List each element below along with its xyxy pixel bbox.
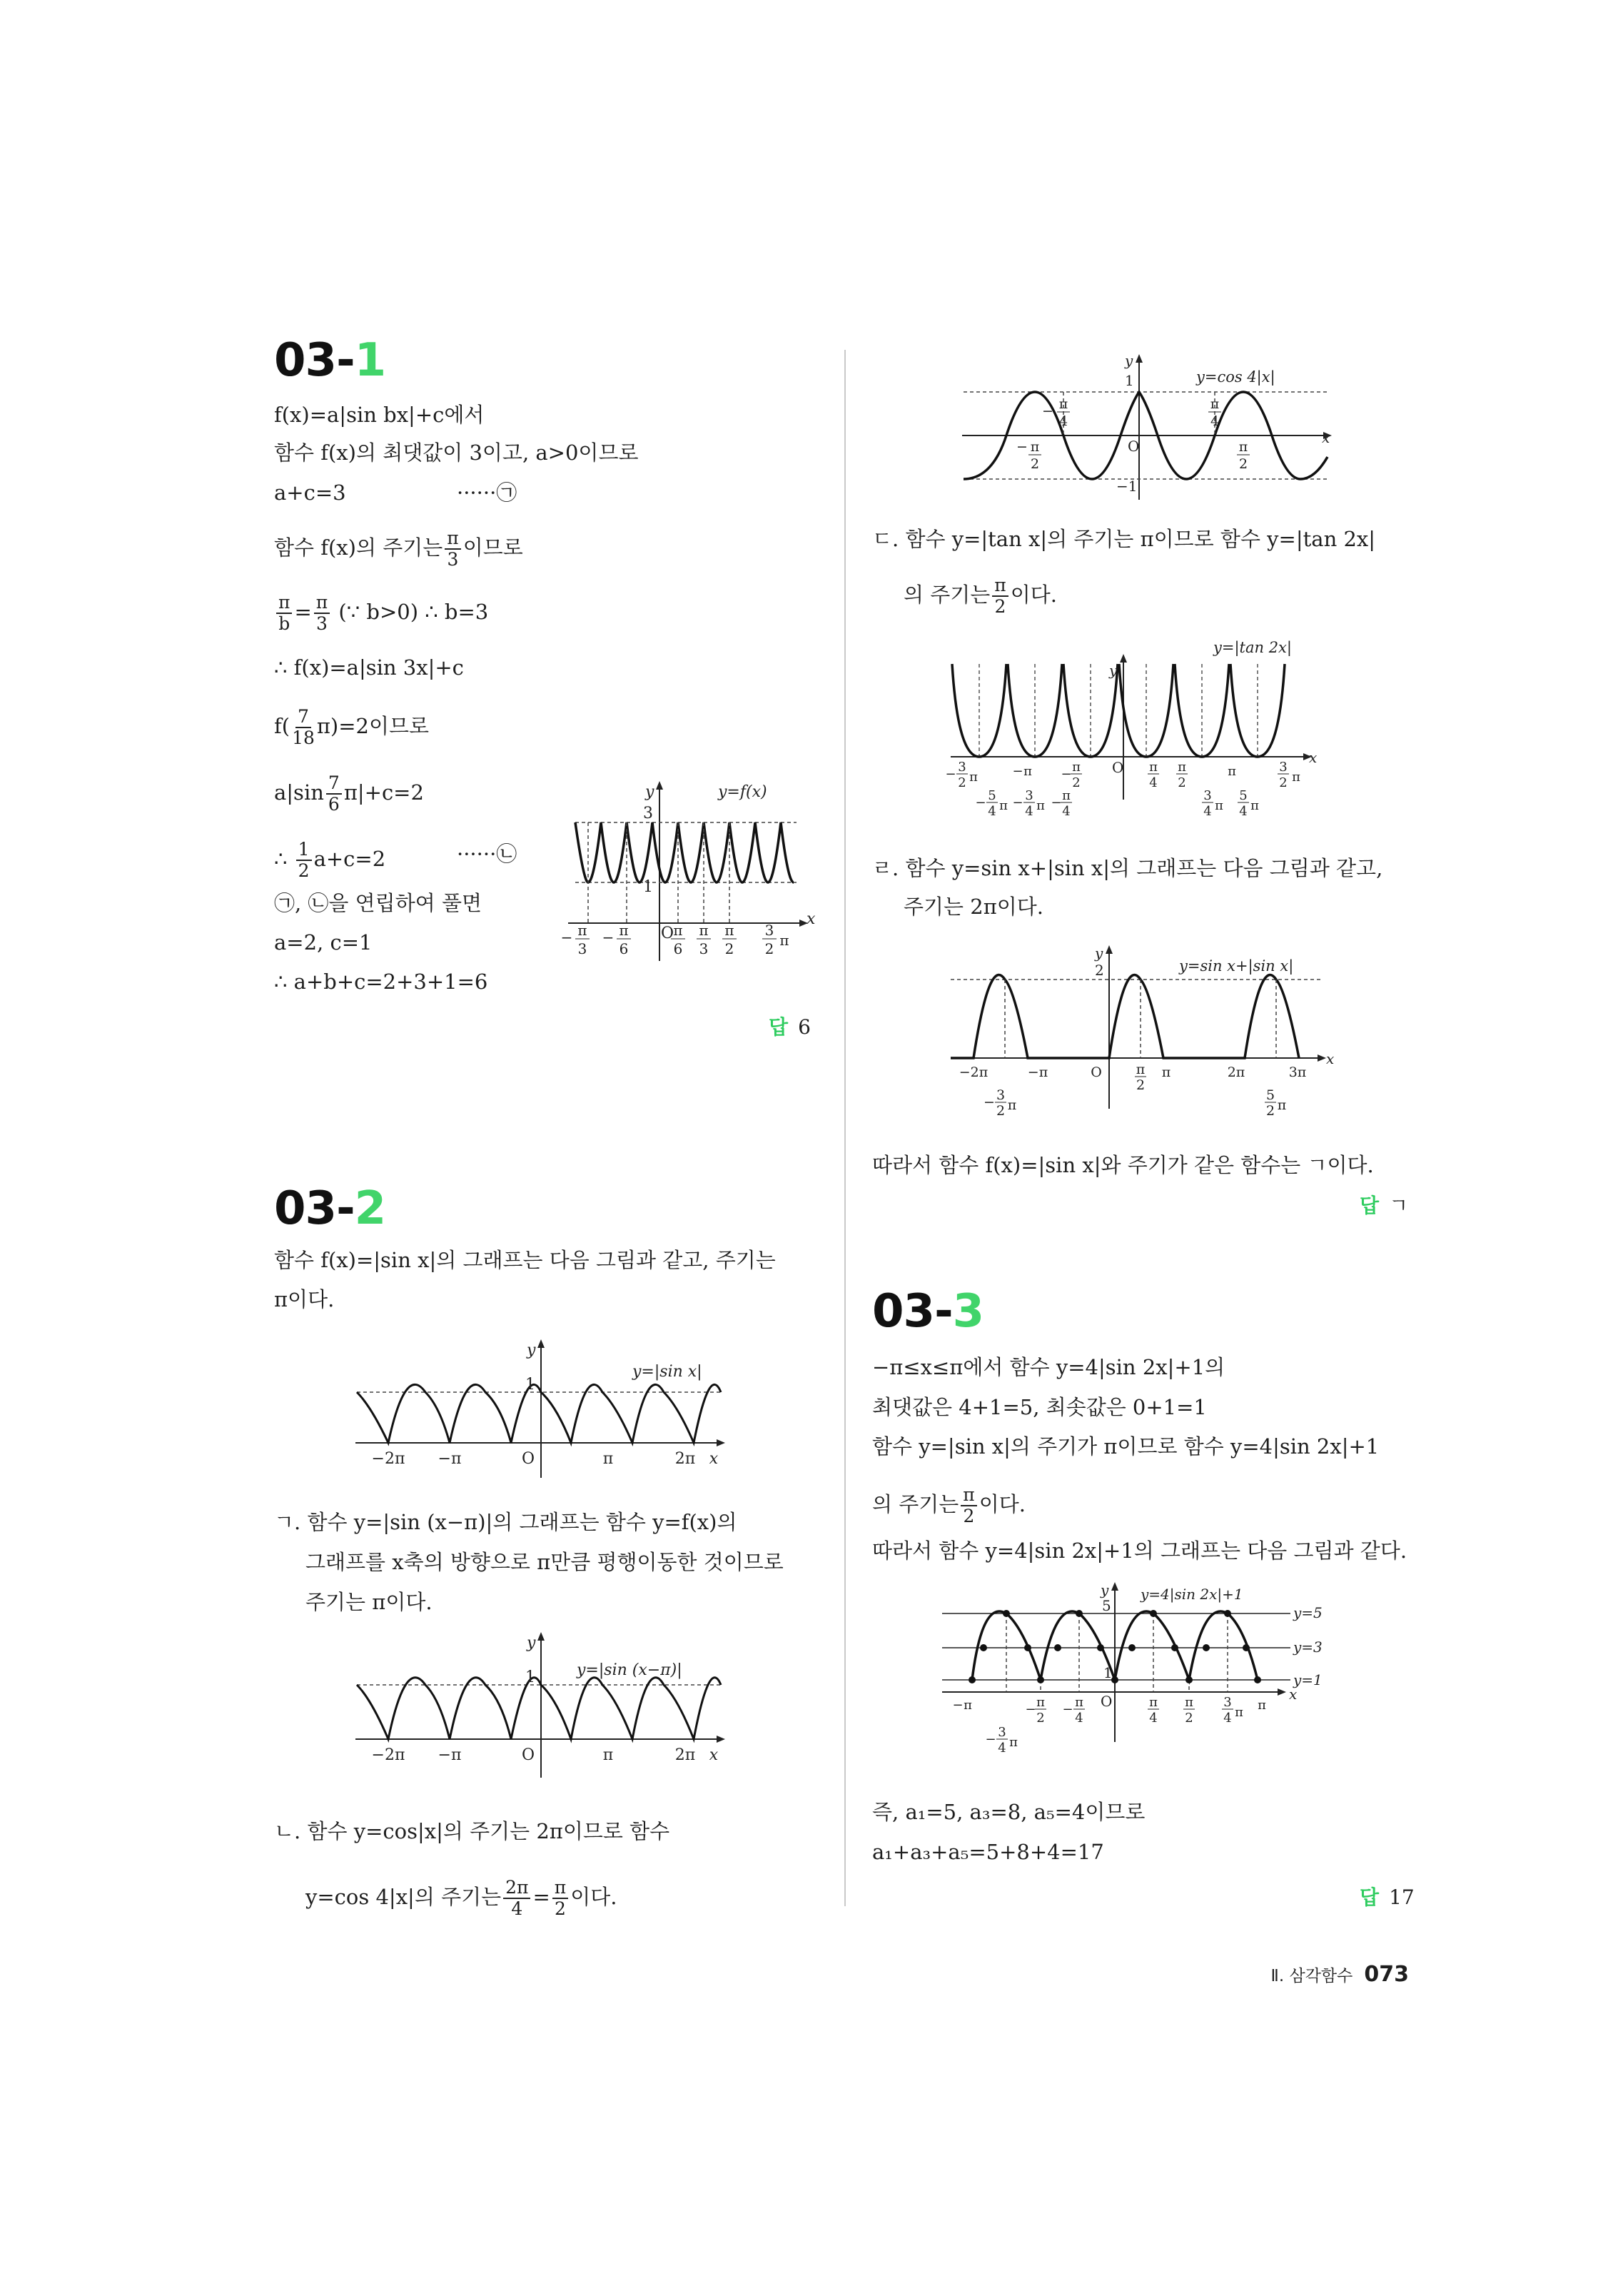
tick-label: π: [619, 922, 629, 939]
tick-label: −: [602, 929, 615, 946]
solution-line: ∴ $\frac{1}{2}$ a+c=2: [274, 839, 386, 881]
graph-f-x: [561, 775, 818, 968]
graph-abs-tan-2x: [944, 635, 1357, 835]
tick-label: 2: [1095, 962, 1104, 979]
tick-label: π: [699, 922, 709, 939]
solution-line: f(x)=a|sin bx|+c에서: [274, 403, 485, 427]
problem-number: 03-3: [872, 1285, 984, 1338]
tick-label: 3: [998, 1725, 1006, 1740]
tick-label: −1: [1116, 478, 1138, 495]
origin-label: O: [1091, 1064, 1102, 1080]
option-line: ㄷ. 함수 y=|tan x|의 주기는 π이므로 함수 y=|tan 2x|: [872, 527, 1376, 551]
solution-line: a|sin $\frac{7}{6}$ π|+c=2: [274, 772, 424, 815]
solution-line: 함수 y=|sin x|의 주기가 π이므로 함수 y=4|sin 2x|+1: [872, 1434, 1380, 1459]
tick-label: 4: [1025, 804, 1033, 819]
equation-tag: ······㉡: [457, 842, 517, 866]
problem-number: 03-1: [274, 334, 386, 387]
tick-label: 4: [1149, 1711, 1158, 1726]
solution-line: f( $\frac{7}{18}$ π)=2이므로: [274, 706, 430, 748]
origin-label: O: [521, 1450, 535, 1468]
graph-4-abs-sin-2x-plus-1: [939, 1578, 1353, 1763]
tick-label: 3: [1203, 788, 1212, 803]
tick-label: 4: [1203, 804, 1212, 819]
tick-label: π: [1210, 396, 1220, 412]
tick-label: 2π: [674, 1746, 696, 1764]
tick-label: 2: [724, 940, 734, 957]
solution-line: 함수 f(x)=|sin x|의 그래프는 다음 그림과 같고, 주기는: [274, 1248, 776, 1272]
tick-label: π: [1215, 798, 1223, 813]
tick-label: π: [1007, 1097, 1017, 1113]
option-line: 의 주기는 $\frac{\pi}{2}$ 이다.: [904, 575, 1057, 617]
tick-label: 2: [1279, 775, 1288, 790]
tick-label: −: [1016, 439, 1028, 455]
tick-label: 4: [1149, 775, 1158, 790]
tick-label: −: [1062, 1702, 1073, 1717]
tick-label: 3: [577, 940, 587, 957]
tick-label: π: [964, 1698, 972, 1713]
axis-label-x: x: [1289, 1686, 1298, 1703]
solution-line: 따라서 함수 y=4|sin 2x|+1의 그래프는 다음 그림과 같다.: [872, 1539, 1407, 1563]
solution-line: 함수 f(x)의 주기는 $\frac{\pi}{3}$ 이므로: [274, 528, 523, 570]
tick-label: π: [1036, 798, 1045, 813]
tick-label: 1: [643, 878, 653, 896]
tick-label: 3: [764, 922, 774, 939]
axis-label-y: y: [645, 783, 654, 801]
tick-label: π: [1228, 764, 1236, 779]
tick-label: π: [1009, 1735, 1018, 1750]
origin-label: O: [1128, 438, 1140, 455]
axis-label-y: y: [527, 1634, 536, 1652]
option-line: ㄴ. 함수 y=cos|x|의 주기는 2π이므로 함수: [274, 1819, 670, 1843]
axis-label-y: y: [1095, 945, 1103, 962]
tick-label: −: [1012, 795, 1023, 810]
solution-line: a+c=3: [274, 480, 346, 505]
tick-label: −: [985, 1732, 996, 1747]
tick-label: −2π: [959, 1064, 989, 1080]
solution-line: 최댓값은 4+1=5, 최솟값은 0+1=1: [872, 1395, 1207, 1419]
graph-cos-4-abs-x: [956, 350, 1342, 507]
curve-label: y=cos 4|x|: [1196, 368, 1275, 386]
tick-label: 3π: [1288, 1064, 1307, 1080]
tick-label: 5: [1265, 1087, 1275, 1103]
tick-label: π: [602, 1450, 614, 1468]
tick-label: π: [1235, 1705, 1243, 1720]
tick-label: 1: [525, 1376, 535, 1394]
tick-label: 5: [1239, 788, 1248, 803]
tick-label: π: [1238, 439, 1248, 455]
tick-label: −: [945, 767, 956, 782]
tick-label: 3: [958, 760, 966, 775]
axis-label-y: y: [1101, 1581, 1109, 1598]
solution-line: π이다.: [274, 1287, 335, 1311]
solution-line: 함수 f(x)의 최댓값이 3이고, a>0이므로: [274, 440, 639, 465]
axis-label-x: x: [1309, 749, 1318, 766]
tick-label: 4: [1075, 1711, 1083, 1726]
tick-label: 1: [1103, 1664, 1113, 1681]
tick-label: 4: [1210, 413, 1220, 429]
tick-label: 4: [1223, 1711, 1232, 1726]
axis-label-y: y: [1125, 352, 1133, 369]
column-divider: [844, 350, 846, 1906]
axis-label-x: x: [1326, 1050, 1335, 1067]
tick-label: π: [1036, 1695, 1045, 1710]
tick-label: 3: [996, 1087, 1006, 1103]
line-label: y=5: [1293, 1604, 1323, 1621]
tick-label: 4: [1239, 804, 1248, 819]
tick-label: 2: [996, 1103, 1006, 1119]
tick-label: π: [1277, 1097, 1287, 1113]
chapter-label: Ⅱ. 삼각함수: [1270, 1967, 1353, 1985]
option-line: 그래프를 x축의 방향으로 π만큼 평행이동한 것이므로: [305, 1550, 784, 1574]
axis-label-x: x: [1322, 429, 1330, 446]
line-label: y=1: [1293, 1671, 1323, 1688]
axis-label-x: x: [807, 910, 816, 928]
axis-label-x: x: [709, 1450, 719, 1468]
tick-label: 6: [673, 940, 683, 957]
tick-label: π: [1072, 760, 1081, 775]
tick-label: π: [1185, 1695, 1193, 1710]
tick-label: −: [952, 1698, 964, 1713]
curve-label: y=|sin x|: [632, 1363, 702, 1381]
option-line: ㄱ. 함수 y=|sin (x−π)|의 그래프는 함수 y=f(x)의: [274, 1510, 737, 1534]
tick-label: −: [1025, 1702, 1036, 1717]
tick-label: π: [1178, 760, 1186, 775]
tick-label: π: [1292, 770, 1300, 785]
tick-label: 6: [619, 940, 629, 957]
problem-number: 03-2: [274, 1182, 386, 1235]
graph-abs-sin-x: [350, 1335, 735, 1485]
tick-label: π: [779, 932, 789, 949]
solution-line: ㉠, ㉡을 연립하여 풀면: [274, 891, 482, 915]
tick-label: −π: [438, 1746, 462, 1764]
tick-label: 2: [1265, 1103, 1275, 1119]
tick-label: −: [1061, 767, 1072, 782]
tick-label: 3: [1223, 1695, 1232, 1710]
tick-label: π: [1161, 1064, 1171, 1080]
answer: 답 6: [769, 1015, 811, 1039]
tick-label: 3: [1025, 788, 1033, 803]
curve-label: y=f(x): [718, 783, 767, 801]
tick-label: 3: [699, 940, 709, 957]
tick-label: 1: [1125, 372, 1134, 389]
tick-label: 5: [1102, 1597, 1111, 1614]
solution-line: a=2, c=1: [274, 930, 373, 955]
curve-label: y=sin x+|sin x|: [1179, 957, 1294, 975]
tick-label: 2: [1030, 456, 1040, 472]
tick-label: π: [1075, 1695, 1083, 1710]
tick-label: 2: [1136, 1077, 1146, 1093]
solution-line: 의 주기는 $\frac{\pi}{2}$ 이다.: [872, 1484, 1026, 1526]
graph-abs-sin-shift: [350, 1628, 735, 1785]
tick-label: π: [1023, 764, 1032, 779]
tick-label: 2: [1185, 1711, 1193, 1726]
tick-label: π: [1149, 760, 1158, 775]
tick-label: 3: [643, 805, 653, 822]
tick-label: π: [1062, 788, 1071, 803]
tick-label: 2π: [674, 1450, 696, 1468]
conclusion-line: 따라서 함수 f(x)=|sin x|와 주기가 같은 함수는 ㄱ이다.: [872, 1153, 1374, 1177]
tick-label: π: [602, 1746, 614, 1764]
solution-line: $\frac{\pi}{b}$ = $\frac{\pi}{3}$ (∵ b>0) ∴ b=3: [274, 593, 488, 634]
tick-label: π: [1136, 1062, 1146, 1077]
option-line: 주기는 2π이다.: [904, 895, 1044, 919]
answer: 답 ㄱ: [1360, 1194, 1409, 1217]
tick-label: 4: [998, 1741, 1006, 1756]
solution-line: −π≤x≤π에서 함수 y=4|sin 2x|+1의: [872, 1355, 1225, 1379]
tick-label: π: [673, 922, 683, 939]
curve-label: y=|sin (x−π)|: [577, 1661, 682, 1679]
tick-label: −: [1051, 795, 1062, 810]
equation-tag: ······㉠: [457, 480, 517, 505]
origin-label: O: [1112, 759, 1124, 776]
axis-label-x: x: [709, 1746, 719, 1764]
tick-label: −π: [1027, 1064, 1048, 1080]
tick-label: −π: [438, 1450, 462, 1468]
tick-label: 2: [764, 940, 774, 957]
tick-label: −: [1012, 764, 1023, 779]
tick-label: π: [577, 922, 587, 939]
tick-label: π: [999, 798, 1008, 813]
solution-line: 즉, a₁=5, a₃=8, a₅=4이므로: [872, 1800, 1146, 1824]
tick-label: 4: [988, 804, 996, 819]
answer: 답 17: [1360, 1885, 1415, 1909]
axis-label-y: y: [1109, 662, 1118, 679]
tick-label: 2: [958, 775, 966, 790]
tick-label: π: [1258, 1698, 1266, 1713]
tick-label: 2: [1072, 775, 1081, 790]
tick-label: π: [1149, 1695, 1158, 1710]
tick-label: −: [561, 929, 573, 946]
tick-label: 2: [1178, 775, 1186, 790]
tick-label: 2: [1238, 456, 1248, 472]
origin-label: O: [1101, 1693, 1113, 1710]
tick-label: 2π: [1227, 1064, 1245, 1080]
page-footer: [1271, 1962, 1409, 1987]
tick-label: 1: [525, 1668, 535, 1686]
option-line: ㄹ. 함수 y=sin x+|sin x|의 그래프는 다음 그림과 같고,: [872, 856, 1383, 880]
tick-label: 4: [1062, 804, 1071, 819]
graph-sin-plus-abs-sin: [944, 941, 1343, 1127]
solution-line: ∴ f(x)=a|sin 3x|+c: [274, 655, 464, 680]
solution-line: a₁+a₃+a₅=5+8+4=17: [872, 1840, 1104, 1864]
solution-line: ∴ a+b+c=2+3+1=6: [274, 970, 488, 994]
tick-label: −: [975, 795, 986, 810]
tick-label: π: [1250, 798, 1259, 813]
curve-label: y=4|sin 2x|+1: [1141, 1586, 1243, 1603]
tick-label: −2π: [371, 1746, 405, 1764]
tick-label: 5: [988, 788, 996, 803]
option-line: y=cos 4|x|의 주기는 $\frac{2\pi}{4}$ = $\frac{\pi}{2}$ 이다.: [305, 1877, 617, 1919]
origin-label: O: [521, 1746, 535, 1764]
line-label: y=3: [1293, 1638, 1323, 1656]
option-line: 주기는 π이다.: [305, 1590, 433, 1614]
origin-label: O: [661, 925, 674, 942]
tick-label: 3: [1279, 760, 1288, 775]
tick-label: π: [724, 922, 734, 939]
axis-label-y: y: [527, 1341, 536, 1359]
tick-label: −: [984, 1094, 995, 1110]
tick-label: π: [1030, 439, 1040, 455]
tick-label: π: [969, 770, 978, 785]
tick-label: π: [1058, 396, 1068, 412]
curve-label: y=|tan 2x|: [1213, 639, 1292, 656]
tick-label: 4: [1058, 413, 1068, 429]
tick-label: 2: [1036, 1711, 1045, 1726]
tick-label: −2π: [371, 1450, 405, 1468]
page-number: 073: [1364, 1962, 1409, 1987]
tick-label: −: [1042, 403, 1053, 419]
